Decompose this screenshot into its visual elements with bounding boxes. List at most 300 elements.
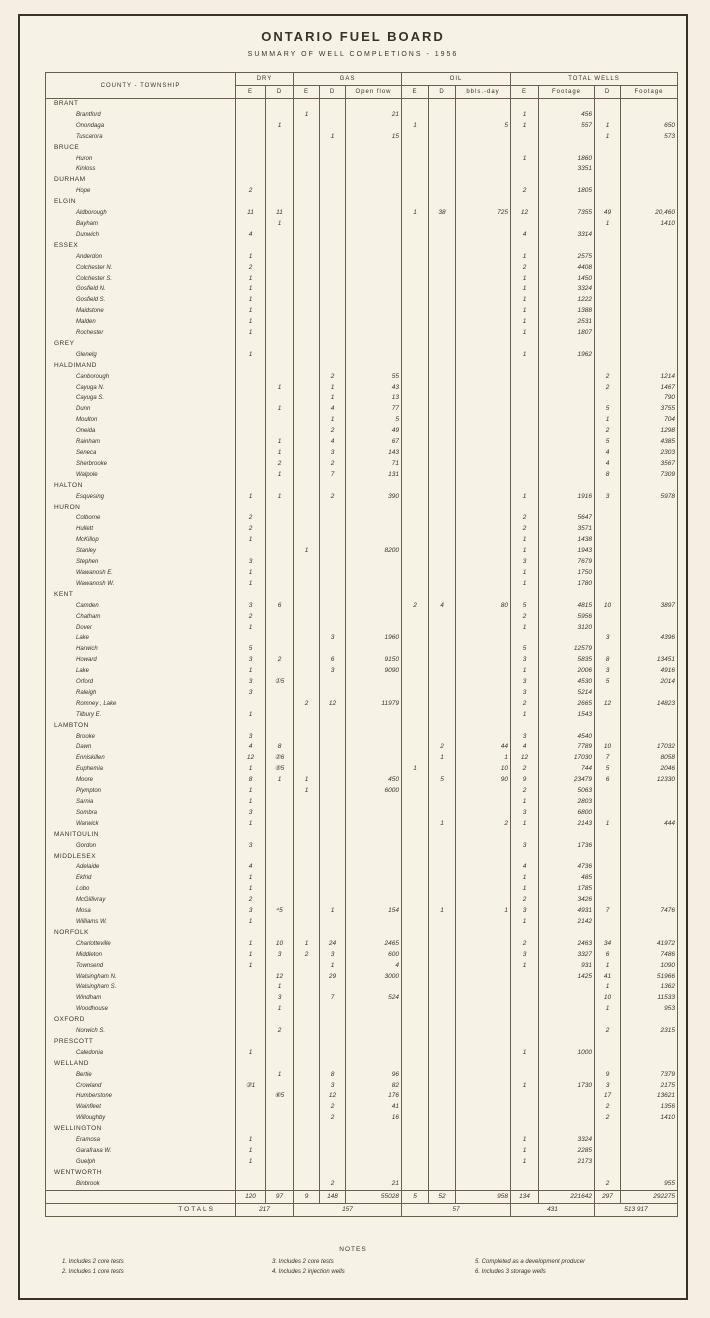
table-cell — [429, 830, 456, 841]
table-cell — [266, 361, 294, 372]
table-cell — [429, 612, 456, 623]
table-cell — [539, 830, 595, 841]
table-cell — [595, 1037, 621, 1048]
table-cell — [539, 481, 595, 492]
table-cell — [402, 841, 429, 852]
table-cell — [595, 808, 621, 819]
table-cell — [266, 1081, 294, 1092]
table-cell: 1 — [511, 1135, 539, 1146]
table-cell — [266, 1059, 294, 1070]
table-cell — [320, 110, 346, 121]
table-cell — [595, 623, 621, 634]
table-cell — [456, 437, 511, 448]
table-cell — [621, 503, 678, 514]
table-cell: 1 — [236, 873, 266, 884]
table-cell — [320, 524, 346, 535]
table-cell: 1 — [236, 350, 266, 361]
table-cell — [429, 1037, 456, 1048]
table-cell: 4931 — [539, 906, 595, 917]
table-cell: 2 — [236, 895, 266, 906]
table-cell — [511, 404, 539, 415]
table-cell — [294, 764, 320, 775]
table-cell — [294, 928, 320, 939]
table-cell: 3 — [511, 688, 539, 699]
table-cell — [429, 230, 456, 241]
table-cell — [429, 688, 456, 699]
township-name: Moulton — [46, 415, 236, 426]
table-cell — [266, 110, 294, 121]
table-cell: 1 — [266, 982, 294, 993]
table-cell — [402, 470, 429, 481]
table-cell — [511, 164, 539, 175]
table-cell — [511, 393, 539, 404]
table-cell: 3 — [236, 688, 266, 699]
table-cell: 3 — [595, 633, 621, 644]
sum-cell: 52 — [429, 1190, 456, 1203]
table-cell — [402, 677, 429, 688]
table-cell: 3327 — [539, 950, 595, 961]
table-cell: 1807 — [539, 328, 595, 339]
table-cell: 1 — [236, 764, 266, 775]
table-cell — [511, 852, 539, 863]
table-cell — [402, 372, 429, 383]
table-cell — [402, 939, 429, 950]
table-cell — [236, 1070, 266, 1081]
table-cell: 1916 — [539, 492, 595, 503]
township-name: Colchester S. — [46, 274, 236, 285]
table-cell — [456, 961, 511, 972]
table-cell — [294, 1146, 320, 1157]
table-cell — [320, 590, 346, 601]
table-cell: 41 — [595, 972, 621, 983]
table-cell: 2 — [320, 492, 346, 503]
table-cell — [456, 252, 511, 263]
table-cell — [456, 590, 511, 601]
table-cell — [402, 241, 429, 252]
totals-wells-e: 431 — [511, 1203, 595, 1216]
table-cell — [402, 1157, 429, 1168]
table-cell — [429, 917, 456, 928]
table-cell — [539, 241, 595, 252]
table-cell — [266, 524, 294, 535]
table-cell — [539, 404, 595, 415]
table-cell — [621, 1135, 678, 1146]
table-cell — [456, 666, 511, 677]
table-cell — [429, 470, 456, 481]
table-cell — [320, 623, 346, 634]
table-cell — [621, 612, 678, 623]
township-row — [46, 873, 678, 884]
table-cell — [511, 633, 539, 644]
table-cell — [236, 1026, 266, 1037]
township-row — [46, 819, 678, 830]
table-cell: 2 — [595, 426, 621, 437]
note-6: 6. Includes 3 storage wells — [475, 1269, 546, 1275]
table-cell — [456, 633, 511, 644]
table-cell — [539, 339, 595, 350]
table-cell — [456, 186, 511, 197]
table-cell — [320, 503, 346, 514]
table-cell — [294, 328, 320, 339]
table-cell — [621, 884, 678, 895]
table-cell: 13 — [346, 393, 402, 404]
table-cell — [456, 1146, 511, 1157]
table-cell — [320, 328, 346, 339]
table-cell: 3 — [266, 993, 294, 1004]
table-cell — [402, 753, 429, 764]
county-name: WELLINGTON — [46, 1124, 236, 1135]
table-cell — [320, 143, 346, 154]
table-cell — [402, 143, 429, 154]
township-name: Guelph — [46, 1157, 236, 1168]
table-cell — [346, 317, 402, 328]
table-cell — [402, 175, 429, 186]
table-cell — [539, 721, 595, 732]
table-cell: 2 — [320, 459, 346, 470]
table-cell — [266, 873, 294, 884]
table-cell: 3 — [511, 906, 539, 917]
table-cell — [294, 1048, 320, 1059]
township-name: Maidstone — [46, 306, 236, 317]
township-row — [46, 557, 678, 568]
table-cell — [294, 797, 320, 808]
township-name: Mosa — [46, 906, 236, 917]
table-cell — [294, 819, 320, 830]
table-cell: 2 — [595, 1026, 621, 1037]
table-cell — [402, 317, 429, 328]
table-cell — [346, 579, 402, 590]
table-cell: 2 — [429, 742, 456, 753]
table-cell — [320, 284, 346, 295]
table-cell — [294, 1015, 320, 1026]
table-cell — [236, 721, 266, 732]
table-cell — [346, 284, 402, 295]
township-row — [46, 917, 678, 928]
col-head: D — [595, 86, 621, 99]
note-1: 1. Includes 2 core tests — [62, 1259, 124, 1265]
table-cell: 15 — [346, 132, 402, 143]
township-name: Sherbrooke — [46, 459, 236, 470]
table-cell — [402, 481, 429, 492]
table-cell — [402, 862, 429, 873]
table-cell — [294, 601, 320, 612]
table-cell — [539, 383, 595, 394]
table-cell — [294, 633, 320, 644]
table-cell — [456, 939, 511, 950]
table-cell — [429, 328, 456, 339]
table-cell — [294, 1091, 320, 1102]
table-cell — [266, 797, 294, 808]
table-cell — [346, 197, 402, 208]
table-cell — [621, 317, 678, 328]
table-cell — [539, 993, 595, 1004]
table-cell — [456, 972, 511, 983]
table-cell — [456, 197, 511, 208]
document-title: ONTARIO FUEL BOARD — [261, 29, 445, 44]
table-cell: 1 — [595, 982, 621, 993]
table-cell — [402, 503, 429, 514]
table-cell: 8 — [266, 742, 294, 753]
county-row — [46, 852, 678, 863]
table-cell — [346, 732, 402, 743]
township-name: Bayham — [46, 219, 236, 230]
table-cell — [346, 677, 402, 688]
table-cell: 3 — [511, 732, 539, 743]
table-cell — [456, 306, 511, 317]
table-cell — [266, 961, 294, 972]
table-cell: 154 — [346, 906, 402, 917]
table-cell — [595, 644, 621, 655]
table-cell — [429, 284, 456, 295]
table-cell — [456, 1135, 511, 1146]
table-cell — [402, 1015, 429, 1026]
table-cell: 1 — [595, 819, 621, 830]
table-cell: 2 — [511, 612, 539, 623]
table-cell — [346, 481, 402, 492]
table-cell: 2465 — [346, 939, 402, 950]
table-cell — [456, 710, 511, 721]
table-cell — [346, 535, 402, 546]
sum-cell: 9 — [294, 1190, 320, 1203]
table-cell — [294, 448, 320, 459]
table-cell: 1298 — [621, 426, 678, 437]
table-cell — [595, 230, 621, 241]
table-cell — [456, 655, 511, 666]
table-cell — [539, 99, 595, 110]
table-cell — [236, 470, 266, 481]
table-cell: 1 — [236, 884, 266, 895]
table-cell — [266, 1168, 294, 1179]
table-cell: 485 — [539, 873, 595, 884]
table-cell — [402, 1091, 429, 1102]
table-cell — [266, 263, 294, 274]
table-cell — [621, 1037, 678, 1048]
totals-label: TOTALS — [46, 1203, 236, 1216]
table-cell — [236, 1168, 266, 1179]
table-cell: 1750 — [539, 568, 595, 579]
table-cell: 1 — [511, 797, 539, 808]
table-cell — [429, 274, 456, 285]
table-cell: 704 — [621, 415, 678, 426]
table-cell: 6 — [595, 950, 621, 961]
township-name: Dawn — [46, 742, 236, 753]
sum-cell: 958 — [456, 1190, 511, 1203]
township-row — [46, 1146, 678, 1157]
township-row — [46, 732, 678, 743]
table-cell — [429, 404, 456, 415]
table-cell: 3 — [236, 808, 266, 819]
table-cell: 7 — [320, 470, 346, 481]
table-cell: 1 — [266, 775, 294, 786]
township-row — [46, 132, 678, 143]
table-cell — [621, 546, 678, 557]
table-cell — [320, 306, 346, 317]
table-cell — [429, 524, 456, 535]
table-cell: 7486 — [621, 950, 678, 961]
table-cell — [402, 546, 429, 557]
table-cell — [346, 1026, 402, 1037]
county-row — [46, 1015, 678, 1026]
county-name: DURHAM — [46, 175, 236, 186]
table-cell — [320, 252, 346, 263]
table-cell — [294, 1059, 320, 1070]
table-cell: 2 — [320, 1179, 346, 1190]
table-cell: 10 — [595, 601, 621, 612]
township-name: Stanley — [46, 546, 236, 557]
table-cell — [346, 208, 402, 219]
table-cell — [346, 742, 402, 753]
township-row — [46, 230, 678, 241]
table-cell: 17032 — [621, 742, 678, 753]
table-cell: 2046 — [621, 764, 678, 775]
table-cell — [595, 568, 621, 579]
note-3: 3. Includes 2 core tests — [272, 1259, 334, 1265]
table-cell: 7355 — [539, 208, 595, 219]
table-cell — [236, 241, 266, 252]
table-cell: 4 — [429, 601, 456, 612]
table-cell: 3 — [320, 448, 346, 459]
table-cell — [402, 786, 429, 797]
township-name: Howard — [46, 655, 236, 666]
table-cell: 1805 — [539, 186, 595, 197]
table-cell — [429, 1081, 456, 1092]
table-cell — [402, 186, 429, 197]
table-cell — [294, 513, 320, 524]
table-cell — [456, 350, 511, 361]
table-cell: 4540 — [539, 732, 595, 743]
table-cell — [429, 1146, 456, 1157]
table-cell — [320, 579, 346, 590]
township-name: Walsingham S. — [46, 982, 236, 993]
table-cell — [266, 284, 294, 295]
table-cell — [429, 590, 456, 601]
table-cell: 2 — [320, 1102, 346, 1113]
table-cell — [266, 732, 294, 743]
table-cell — [456, 219, 511, 230]
table-cell — [621, 873, 678, 884]
table-cell — [294, 1179, 320, 1190]
table-body — [46, 99, 678, 1191]
table-cell — [595, 339, 621, 350]
table-cell — [320, 339, 346, 350]
table-cell — [402, 99, 429, 110]
table-cell — [511, 426, 539, 437]
table-cell — [402, 404, 429, 415]
table-cell — [595, 1168, 621, 1179]
table-cell — [621, 230, 678, 241]
table-cell — [429, 1015, 456, 1026]
table-cell — [429, 1113, 456, 1124]
table-cell: 1 — [236, 710, 266, 721]
table-cell — [346, 797, 402, 808]
table-cell — [429, 644, 456, 655]
table-cell — [320, 764, 346, 775]
township-row — [46, 601, 678, 612]
table-cell — [294, 383, 320, 394]
table-cell — [429, 852, 456, 863]
township-name: Crowland — [46, 1081, 236, 1092]
table-cell — [320, 219, 346, 230]
table-cell — [346, 764, 402, 775]
table-cell — [346, 688, 402, 699]
table-cell — [539, 1015, 595, 1026]
table-cell — [346, 841, 402, 852]
table-cell — [346, 623, 402, 634]
table-cell: 1 — [236, 1048, 266, 1059]
table-cell — [595, 350, 621, 361]
sum-cell: 221642 — [539, 1190, 595, 1203]
table-cell — [621, 513, 678, 524]
table-cell — [539, 1124, 595, 1135]
table-cell: 12 — [236, 753, 266, 764]
table-cell — [346, 601, 402, 612]
township-row — [46, 121, 678, 132]
table-cell: 1 — [511, 274, 539, 285]
township-row — [46, 895, 678, 906]
table-cell — [429, 383, 456, 394]
table-cell: 12 — [511, 208, 539, 219]
table-cell — [456, 928, 511, 939]
table-cell: 1 — [266, 121, 294, 132]
county-row — [46, 361, 678, 372]
table-cell — [429, 1124, 456, 1135]
table-cell — [511, 1124, 539, 1135]
table-cell: 3 — [511, 841, 539, 852]
table-cell — [621, 797, 678, 808]
table-cell: 5835 — [539, 655, 595, 666]
table-cell — [402, 274, 429, 285]
township-name: Walpole — [46, 470, 236, 481]
table-cell — [320, 830, 346, 841]
table-cell: 1362 — [621, 982, 678, 993]
table-cell: ③1 — [236, 1081, 266, 1092]
table-cell — [456, 917, 511, 928]
table-cell: 176 — [346, 1091, 402, 1102]
table-cell — [429, 928, 456, 939]
table-cell: 1 — [266, 492, 294, 503]
table-cell: 1 — [511, 884, 539, 895]
table-cell: 1 — [402, 764, 429, 775]
table-cell — [266, 350, 294, 361]
table-cell: 7379 — [621, 1070, 678, 1081]
table-cell — [456, 721, 511, 732]
table-cell — [346, 753, 402, 764]
table-cell — [511, 459, 539, 470]
township-row — [46, 1179, 678, 1190]
table-cell: 1 — [294, 939, 320, 950]
table-cell: 1 — [511, 328, 539, 339]
table-cell: 1 — [595, 132, 621, 143]
table-cell: 21 — [346, 1179, 402, 1190]
col-head: E — [511, 86, 539, 99]
table-cell — [429, 99, 456, 110]
table-cell — [236, 830, 266, 841]
table-cell — [511, 1102, 539, 1113]
table-cell — [346, 1157, 402, 1168]
table-cell — [320, 982, 346, 993]
table-cell — [346, 295, 402, 306]
table-cell — [595, 688, 621, 699]
table-cell — [621, 644, 678, 655]
table-cell — [236, 415, 266, 426]
table-cell: 390 — [346, 492, 402, 503]
table-cell — [621, 361, 678, 372]
table-cell — [294, 252, 320, 263]
table-cell — [429, 1091, 456, 1102]
table-cell — [320, 688, 346, 699]
table-cell — [429, 841, 456, 852]
table-cell — [456, 404, 511, 415]
